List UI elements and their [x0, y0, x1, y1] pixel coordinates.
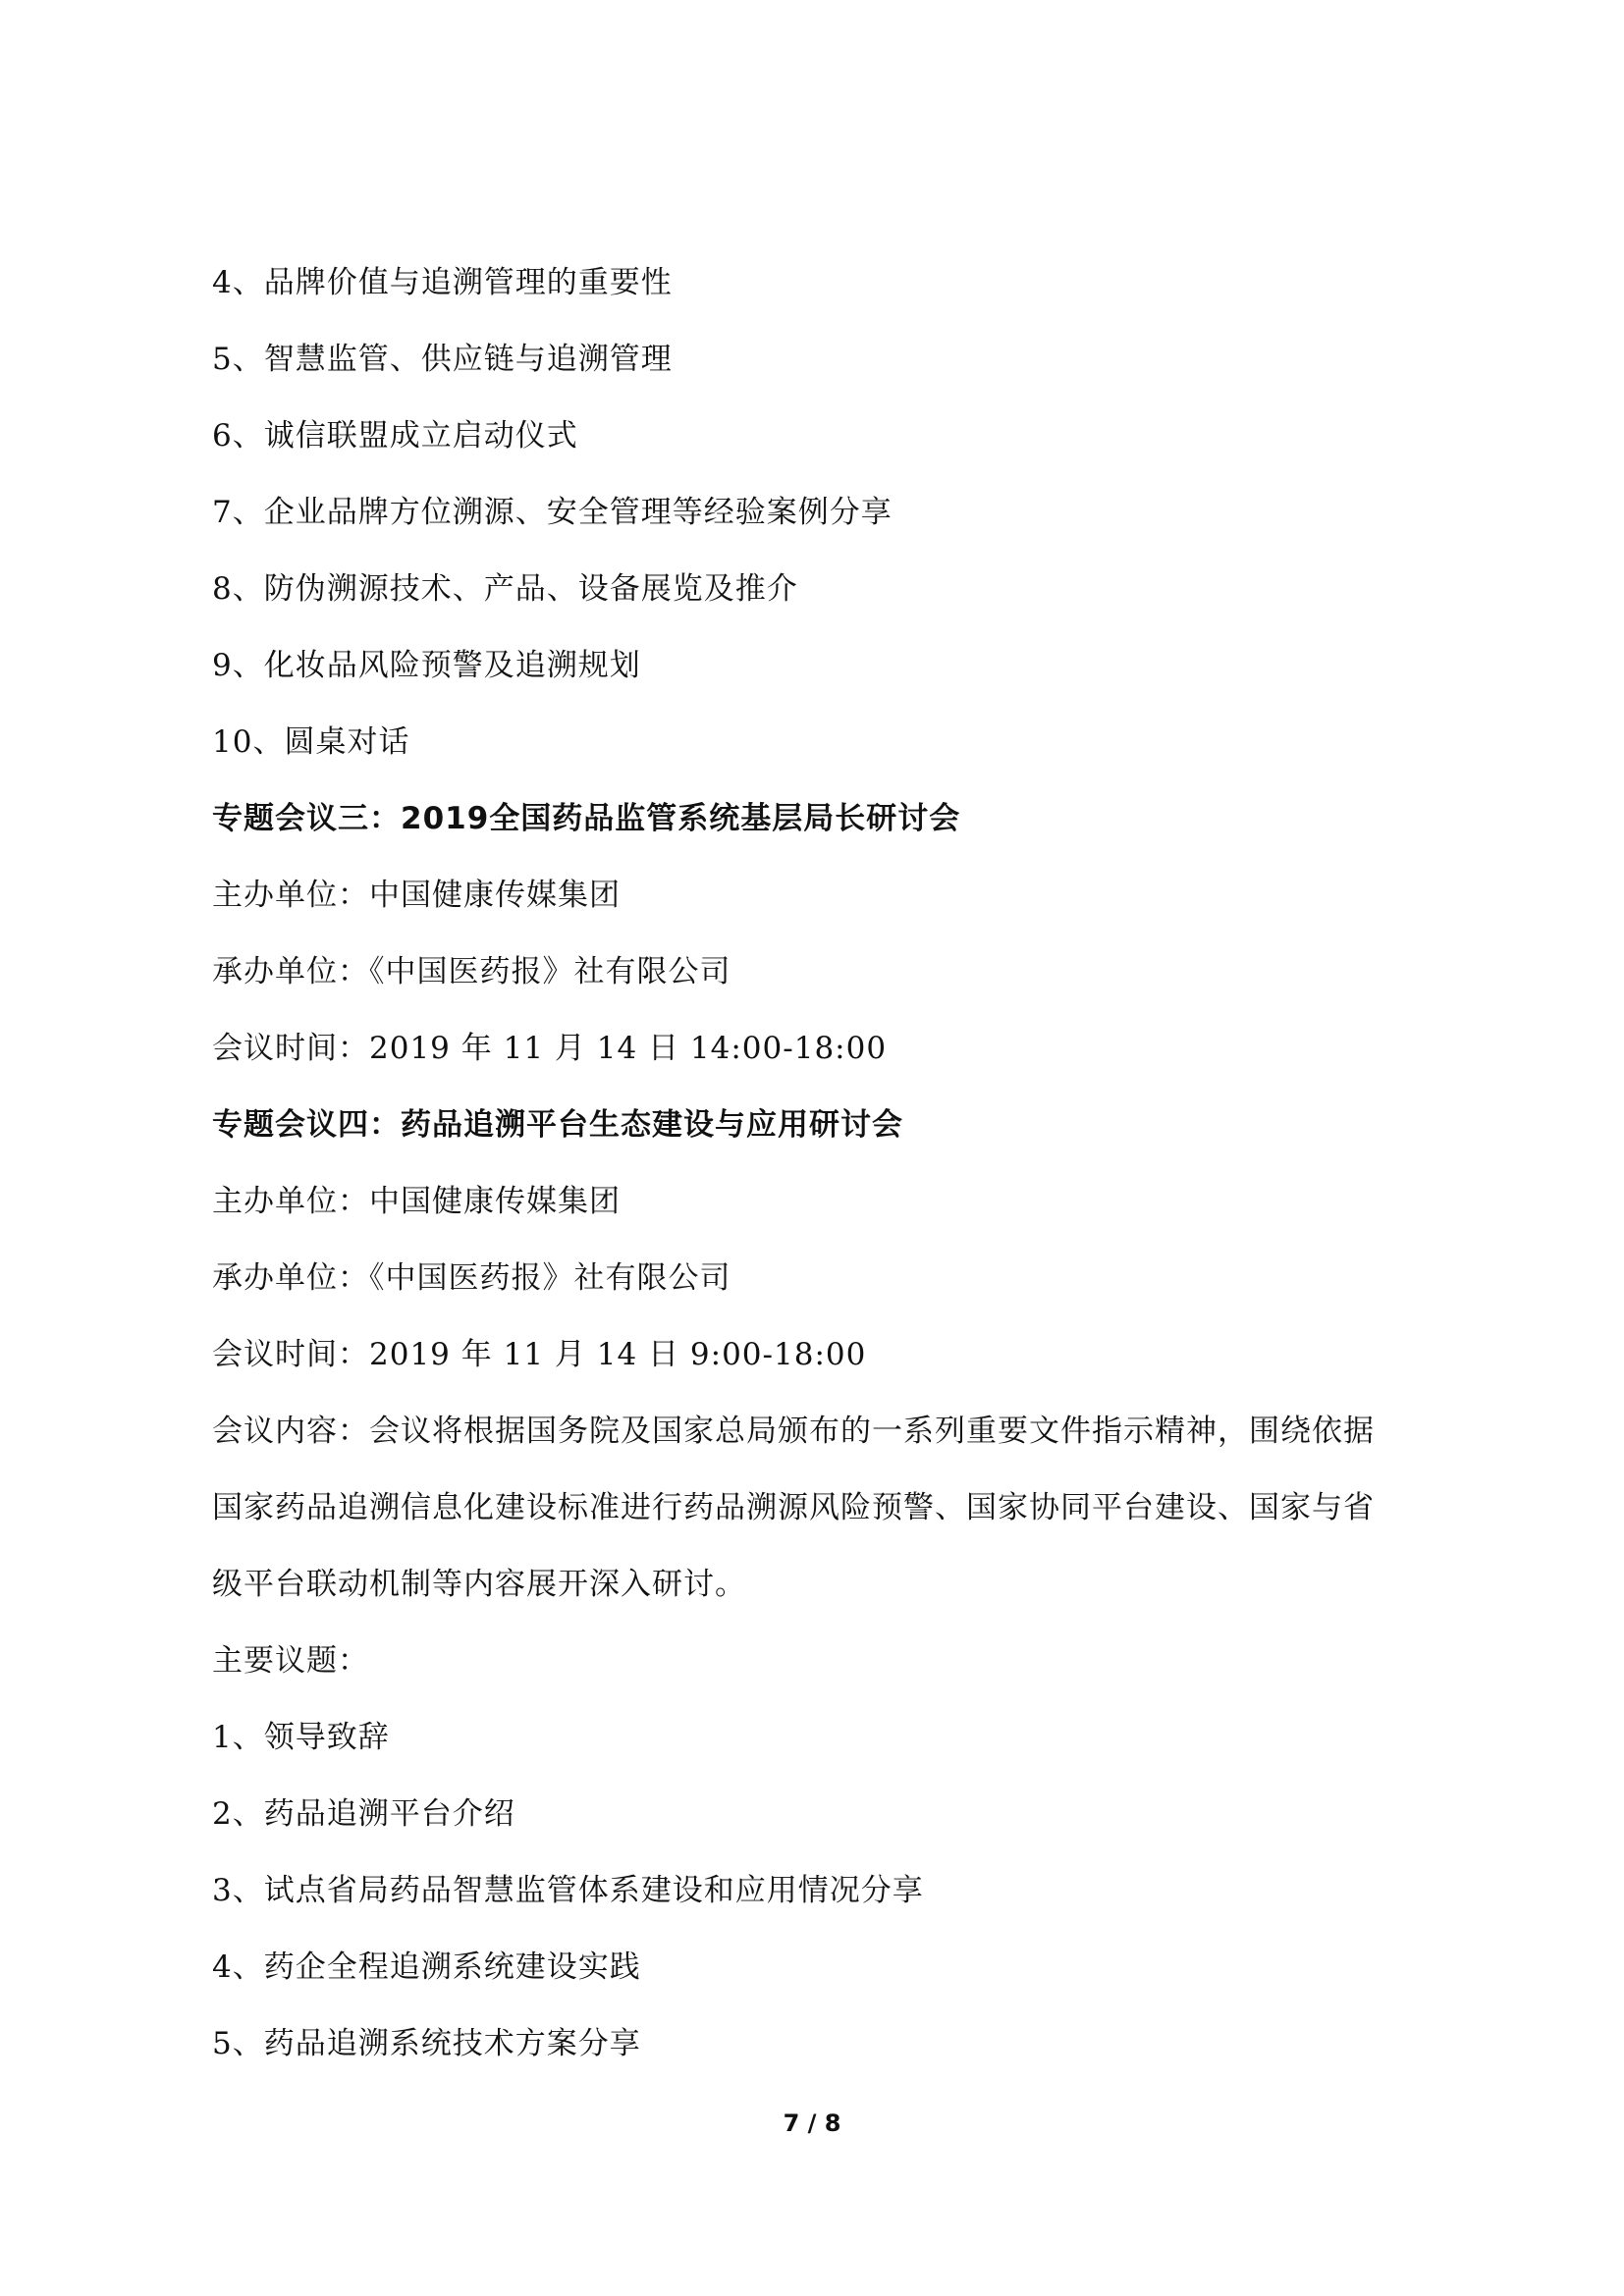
topic-item-2: 2、药品追溯平台介绍	[212, 1796, 515, 1832]
list-item-6: 6、诚信联盟成立启动仪式	[212, 418, 578, 454]
meeting3-host: 主办单位：中国健康传媒集团	[212, 878, 621, 913]
list-item-5: 5、智慧监管、供应链与追溯管理	[212, 342, 673, 377]
topics-heading: 主要议题：	[212, 1643, 369, 1679]
topic-item-3: 3、试点省局药品智慧监管体系建设和应用情况分享	[212, 1873, 924, 1908]
meeting4-title: 专题会议四：药品追溯平台生态建设与应用研讨会	[212, 1107, 903, 1143]
topic-item-1: 1、领导致辞	[212, 1720, 390, 1755]
meeting4-host: 主办单位：中国健康传媒集团	[212, 1184, 621, 1219]
list-item-7: 7、企业品牌方位溯源、安全管理等经验案例分享	[212, 495, 893, 530]
meeting3-title: 专题会议三：2019全国药品监管系统基层局长研讨会	[212, 801, 961, 836]
meeting4-content-line-1: 会议内容：会议将根据国务院及国家总局颁布的一系列重要文件指示精神，围绕依据	[212, 1414, 1375, 1449]
meeting4-time: 会议时间：2019 年 11 月 14 日 9:00-18:00	[212, 1337, 867, 1372]
meeting3-organizer: 承办单位：《中国医药报》社有限公司	[212, 954, 731, 989]
meeting4-organizer: 承办单位：《中国医药报》社有限公司	[212, 1260, 731, 1296]
meeting4-content-line-3: 级平台联动机制等内容展开深入研讨。	[212, 1567, 746, 1602]
list-item-9: 9、化妆品风险预警及追溯规划	[212, 648, 641, 683]
meeting4-content-line-2: 国家药品追溯信息化建设标准进行药品溯源风险预警、国家协同平台建设、国家与省	[212, 1490, 1375, 1525]
page-number: 7 / 8	[783, 2109, 841, 2137]
topic-item-4: 4、药企全程追溯系统建设实践	[212, 1949, 641, 1985]
list-item-8: 8、防伪溯源技术、产品、设备展览及推介	[212, 571, 798, 607]
meeting3-time: 会议时间：2019 年 11 月 14 日 14:00-18:00	[212, 1031, 888, 1066]
list-item-10: 10、圆桌对话	[212, 724, 410, 760]
list-item-4: 4、品牌价值与追溯管理的重要性	[212, 265, 673, 300]
topic-item-5: 5、药品追溯系统技术方案分享	[212, 2026, 641, 2061]
